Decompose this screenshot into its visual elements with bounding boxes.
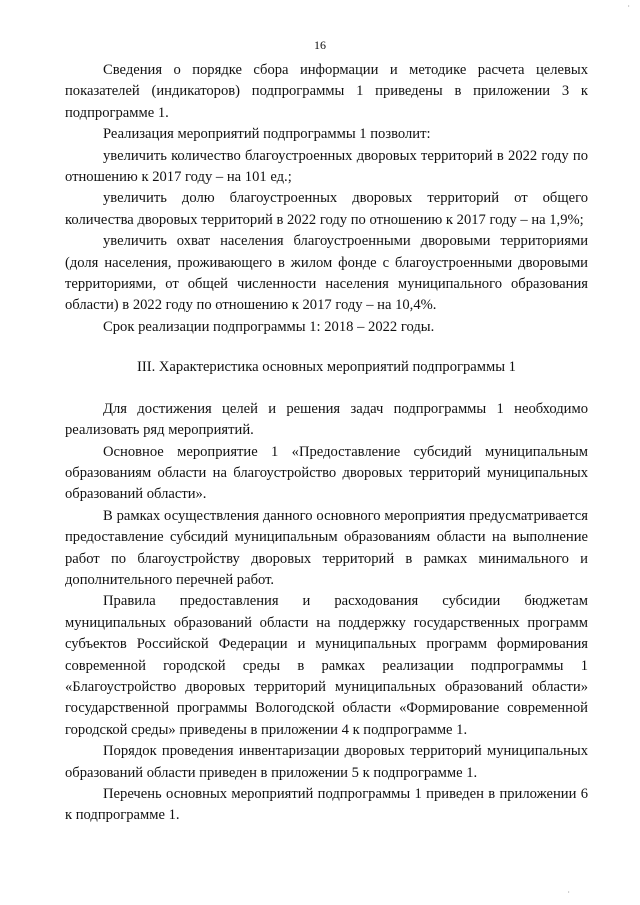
document-body xyxy=(65,60,588,827)
paragraph: увеличить охват населения благоустроенными дворовыми территориями (доля населения, проживающего в жилом фонде с благоустроенными дворовыми территориями, от общей численности населения муниципального образования области) в 2022 году по отношению к 2017 году – на 10,4%. xyxy=(65,233,588,314)
paragraph: Основное мероприятие 1 «Предоставление субсидий муниципальным образованиям области на благоустройство дворовых территорий муниципальных образований области». xyxy=(65,443,588,503)
scan-mark: · xyxy=(627,2,630,11)
paragraph: В рамках осуществления данного основного мероприятия предусматривается предоставление субсидий муниципальным образованиям области на выполнение работ по благоустройству дворовых территорий в рамках минимального и дополнительного перечней работ. xyxy=(65,507,588,588)
paragraph: увеличить количество благоустроенных дворовых территорий в 2022 году по отношению к 2017 году – на 101 ед.; xyxy=(65,147,588,186)
paragraph: увеличить долю благоустроенных дворовых территорий от общего количества дворовых территорий в 2022 году по отношению к 2017 году – на 1,9%; xyxy=(65,190,588,228)
page-number: 16 xyxy=(314,38,326,52)
scan-mark: · xyxy=(567,888,570,897)
paragraph: Реализация мероприятий подпрограммы 1 позволит: xyxy=(103,126,431,143)
paragraph: Для достижения целей и решения задач подпрограммы 1 необходимо реализовать ряд мероприятий. xyxy=(65,400,588,439)
paragraph: Срок реализации подпрограммы 1: 2018 – 2022 годы. xyxy=(103,318,435,335)
section-heading: III. Характеристика основных мероприятий подпрограммы 1 xyxy=(137,359,516,376)
paragraph: Сведения о порядке сбора информации и методике расчета целевых показателей (индикаторов) подпрограммы 1 приведены в приложении 3 к подпрограмме 1. xyxy=(65,62,588,121)
paragraph: Порядок проведения инвентаризации дворовых территорий муниципальных образований области приведен в приложении 5 к подпрограмме 1. xyxy=(65,743,588,781)
paragraph: Перечень основных мероприятий подпрограммы 1 приведен в приложении 6 к подпрограмме 1. xyxy=(65,786,588,824)
paragraph: Правила предоставления и расходования субсидии бюджетам муниципальных образований области на поддержку государственных программ субъектов Российской Федерации и муниципальных программ формирования современной городской среды в рамках реализации подпрограммы 1 «Благоустройство дворовых территорий муниципальных образований области» государственной программы Вологодской области «Формирование современной городской среды» приведены в приложении 4 к подпрограмме 1. xyxy=(65,593,588,738)
